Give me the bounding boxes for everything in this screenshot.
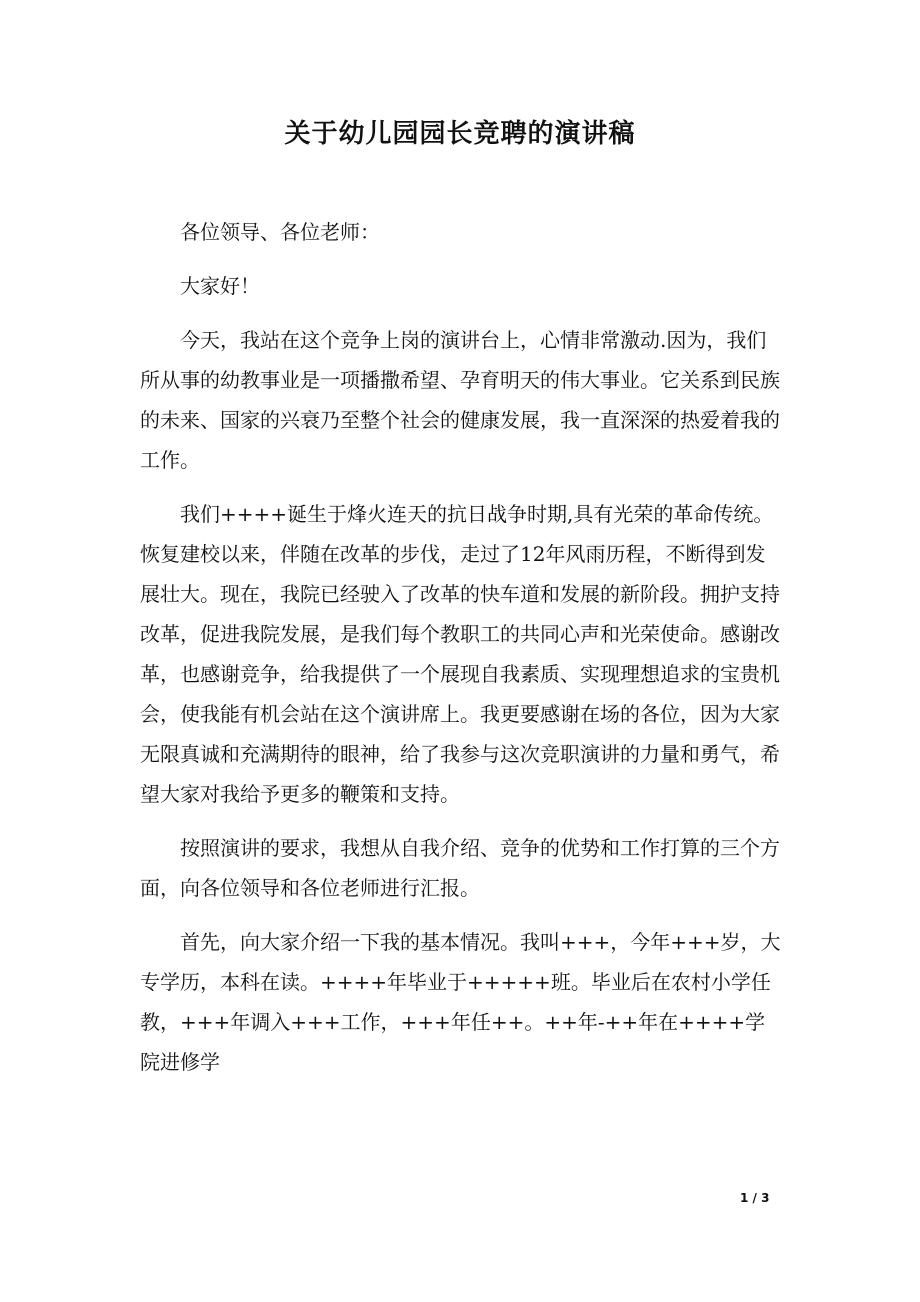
paragraph-salutation: 各位领导、各位老师： (180, 220, 380, 244)
paragraph-introduction: 首先，向大家介绍一下我的基本情况。我叫+++，今年+++岁，大专学历，本科在读。++++年毕业于+++++班。毕业后在农村小学任教，+++年调入+++工作，+++年任++。++年-++年在++++学院进修学 (140, 930, 781, 1074)
paragraph-outline: 按照演讲的要求，我想从自我介绍、竞争的优势和工作打算的三个方面，向各位领导和各位老师进行汇报。 (140, 836, 780, 900)
paragraph-greeting: 大家好！ (180, 274, 260, 298)
document-title: 关于幼儿园园长竞聘的演讲稿 (284, 119, 636, 149)
paragraph-history: 我们++++诞生于烽火连天的抗日战争时期,具有光荣的革命传统。恢复建校以来，伴随在改革的步伐，走过了12年风雨历程，不断得到发展壮大。现在，我院已经驶入了改革的快车道和发展的新阶段。拥护支持改革，促进我院发展，是我们每个教职工的共同心声和光荣使命。感谢改革，也感谢竞争，给我提供了一个展现自我素质、实现理想追求的宝贵机会，使我能有机会站在这个演讲席上。我更要感谢在场的各位，因为大家无限真诚和充满期待的眼神，给了我参与这次竞职演讲的力量和勇气，希望大家对我给予更多的鞭策和支持。 (140, 502, 780, 806)
page-number: 1 / 3 (740, 1191, 770, 1205)
paragraph-opening: 今天，我站在这个竞争上岗的演讲台上，心情非常激动.因为，我们所从事的幼教事业是一项播撒希望、孕育明天的伟大事业。它关系到民族的未来、国家的兴衰乃至整个社会的健康发展，我一直深深的热爱着我的工作。 (140, 328, 780, 472)
document-body (140, 212, 785, 1096)
